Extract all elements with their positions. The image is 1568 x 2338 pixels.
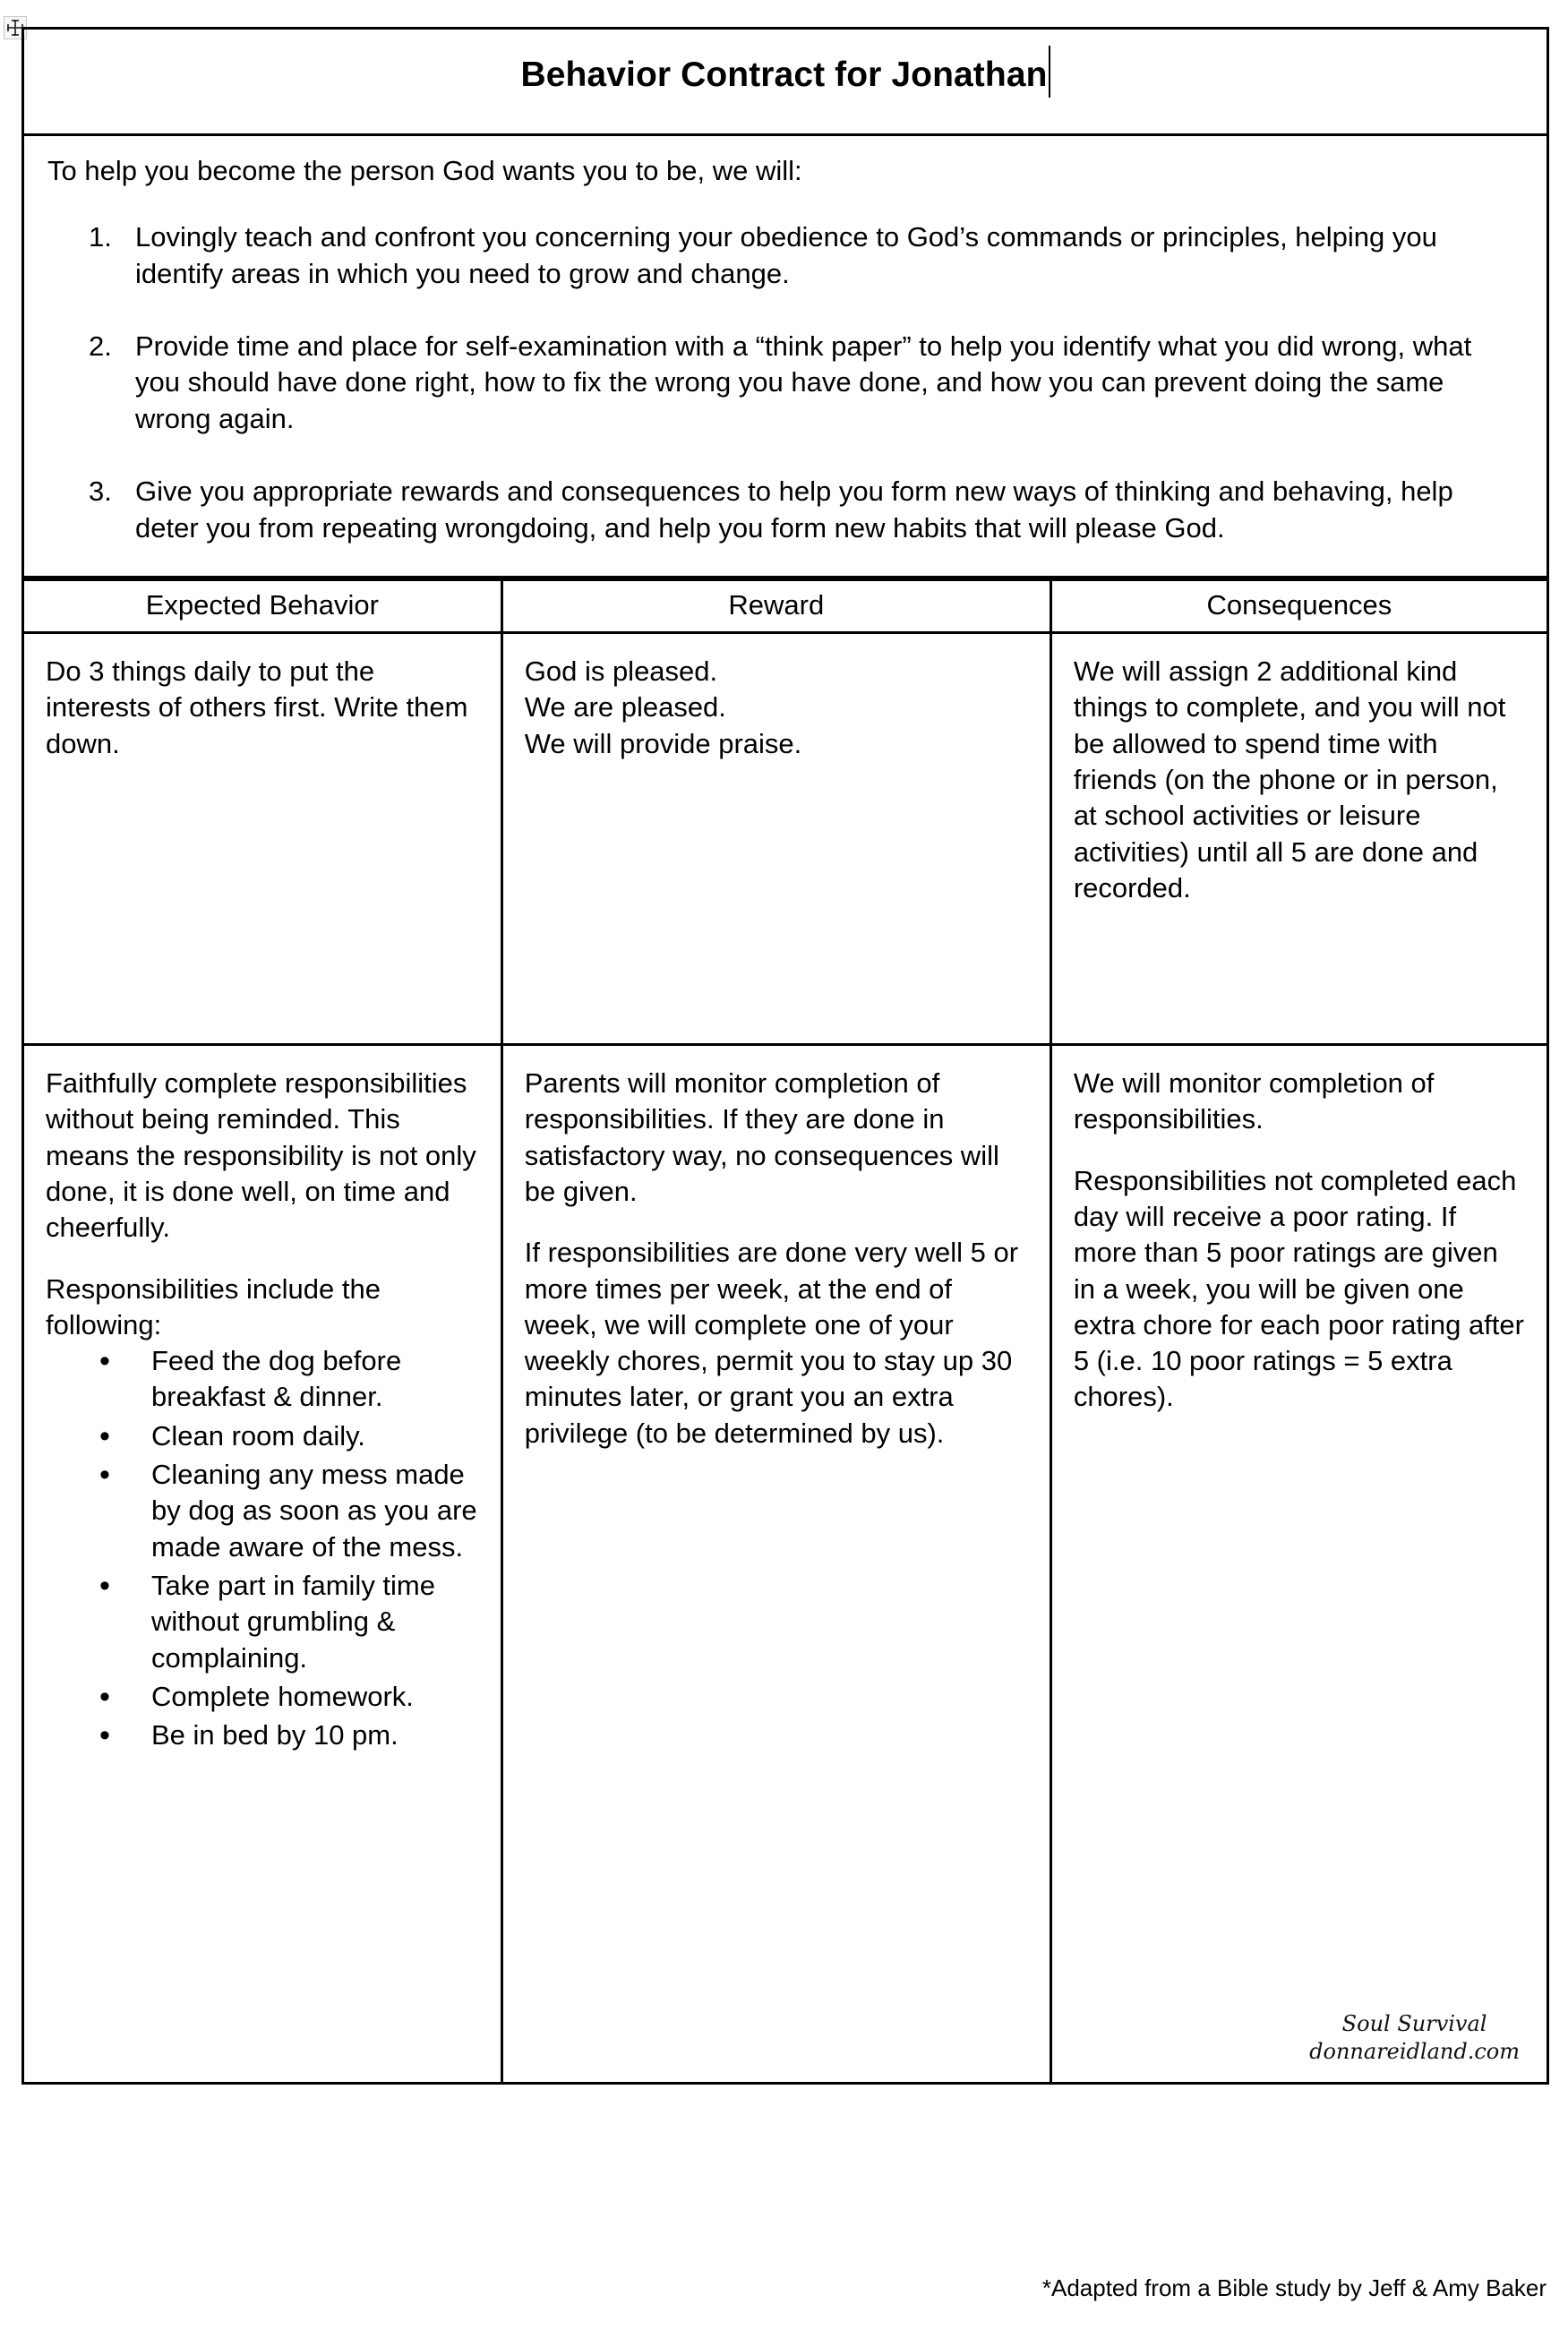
behavior-2-paragraph-1: Faithfully complete responsibilities without being reminded. This means the responsibility is not only done, it is done well, on time and cheerfully.	[46, 1067, 476, 1244]
table-row	[23, 1045, 1548, 2084]
reward-2-paragraph-2: If responsibilities are done very well 5 or more times per week, at the end of week, we will complete one of your weekly chores, permit you to stay up 30 minutes later, or grant you an extra privilege (to be determined by us).	[524, 1237, 1019, 1449]
behavior-2-paragraph-2: Responsibilities include the following:	[46, 1272, 381, 1340]
brand-website: donnareidland.com	[1309, 2038, 1520, 2064]
page-title	[24, 46, 1547, 98]
list-item: • Cleaning any mess made by dog as soon as you are made aware of the mess.	[99, 1457, 481, 1565]
commitments-list	[47, 219, 1523, 547]
text-cursor	[1049, 46, 1050, 98]
brand-signature	[1309, 2010, 1520, 2066]
commitment-item-1: Lovingly teach and confront you concerning your obedience to God’s commands or principles, helping you identify areas in which you need to grow and change.	[135, 220, 1437, 289]
brand-name: Soul Survival	[1341, 2010, 1487, 2036]
title-row	[21, 27, 1549, 136]
reward-1-line-3: We will provide praise.	[524, 727, 802, 759]
cell-behavior-1	[23, 633, 502, 1045]
column-header-consequences: Consequences	[1050, 580, 1547, 633]
footer-attribution: *Adapted from a Bible study by Jeff & Amy Baker	[1041, 2274, 1547, 2301]
consequences-1-text: We will assign 2 additional kind things to complete, and you will not be allowed to spend time with friends (on the phone or in person, at school activities or leisure activities) until all 5 are done and recorded.	[1073, 655, 1506, 904]
cell-reward-2	[501, 1045, 1050, 2084]
column-header-expected-behavior: Expected Behavior	[23, 580, 502, 633]
consequences-2-paragraph-2: Responsibilities not completed each day will receive a poor rating. If more than 5 poor ratings are given in a week, you will be given one extra chore for each poor rating after 5 (i.e. 10 poor ratings = 5 extra chores).	[1073, 1164, 1524, 1413]
intro-lead-text: To help you become the person God wants you to be, we will:	[47, 155, 802, 186]
responsibilities-list	[46, 1343, 481, 1753]
list-item: • Complete homework.	[99, 1679, 481, 1715]
consequences-2-paragraph-1: We will monitor completion of responsibilities.	[1073, 1067, 1435, 1135]
reward-2-paragraph-1: Parents will monitor completion of responsibilities. If they are done in satisfactory way, no consequences will be given.	[524, 1067, 999, 1207]
list-item: • Take part in family time without grumbling & complaining.	[99, 1568, 481, 1676]
reward-1-line-1: God is pleased.	[524, 655, 718, 688]
reward-1-line-2: We are pleased.	[524, 691, 726, 724]
table-row	[23, 633, 1548, 1045]
cell-consequences-1	[1050, 633, 1547, 1045]
intro-row	[21, 136, 1549, 578]
commitment-item-3: Give you appropriate rewards and consequences to help you form new ways of thinking and behaving, help deter you from repeating wrongdoing, and help you form new habits that will please God.	[135, 475, 1453, 544]
list-item: • Be in bed by 10 pm.	[99, 1717, 481, 1753]
page-title-text: Behavior Contract for Jonathan	[520, 56, 1048, 94]
list-item: • Clean room daily.	[99, 1418, 481, 1454]
list-item: • Feed the dog before breakfast & dinner.	[99, 1343, 481, 1416]
cell-behavior-2	[23, 1045, 502, 2084]
cell-consequences-2	[1050, 1045, 1547, 2084]
behavior-table	[21, 578, 1549, 2085]
commitment-item-2: Provide time and place for self-examination with a “think paper” to help you identify what you did wrong, what you should have done right, how to fix the wrong you have done, and how you can prevent doing the same wrong again.	[135, 330, 1472, 435]
cell-reward-1	[501, 633, 1050, 1045]
column-header-reward: Reward	[501, 580, 1050, 633]
behavior-1-text: Do 3 things daily to put the interests of others first. Write them down.	[46, 655, 468, 759]
table-header-row	[23, 580, 1548, 633]
behavior-contract-document	[21, 27, 1549, 2085]
